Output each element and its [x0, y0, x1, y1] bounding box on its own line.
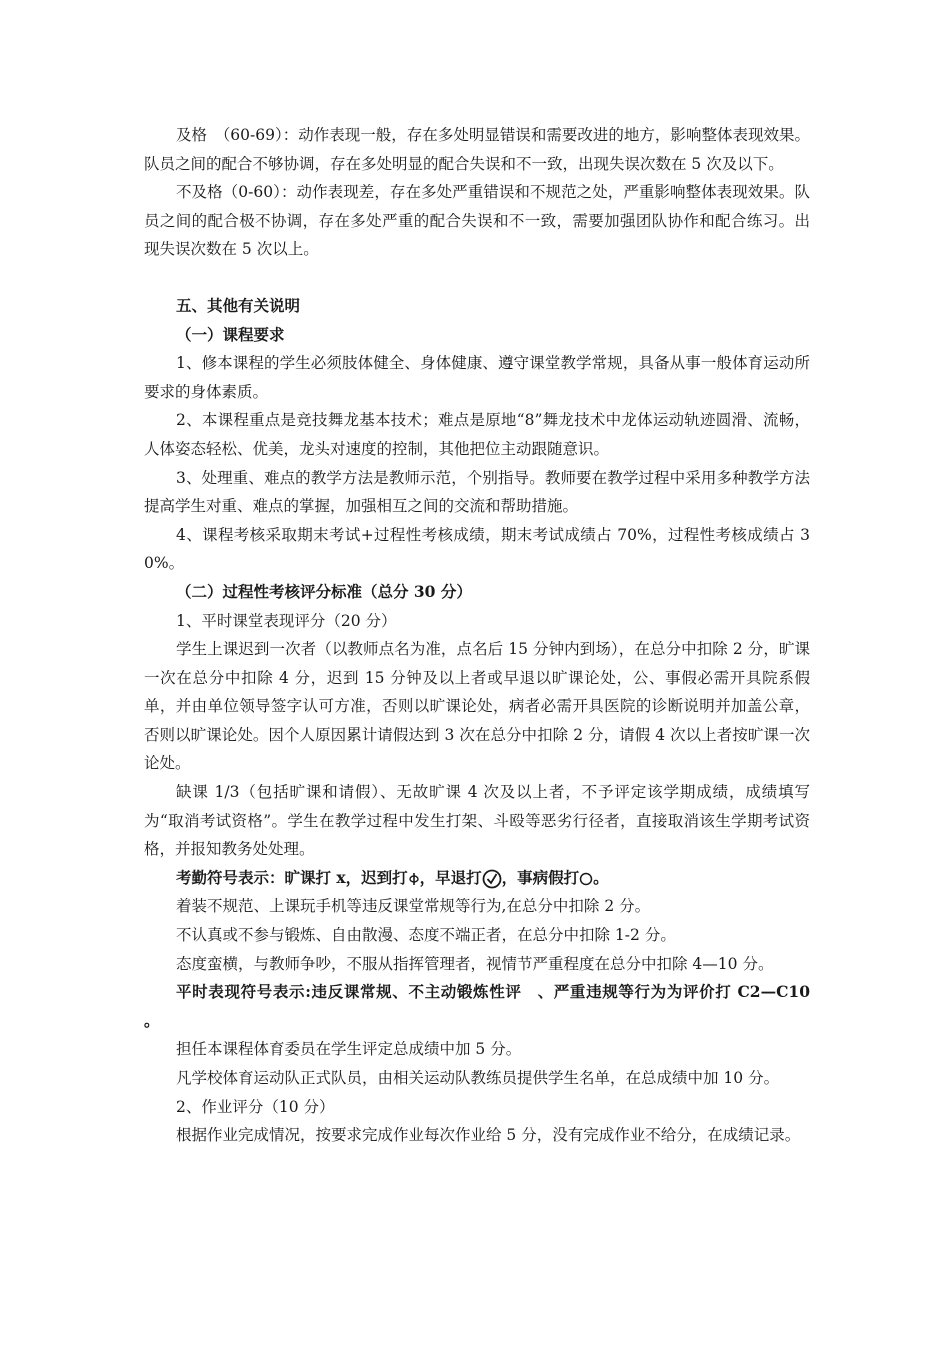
grade-fail-paragraph: 不及格（0-60）：动作表现差，存在多处严重错误和不规范之处，严重影响整体表现效果。队员之间的配合极不协调，存在多处严重的配合失误和不一致，需要加强团队协作和配合练习。出现失误次数在 5 次以上。: [144, 183, 810, 259]
absence-rules: 缺课 1/3（包括旷课和请假）、无故旷课 4 次及以上者，不予评定该学期成绩，成绩填写为“取消考试资格”。学生在教学过程中发生打架、斗殴等恶劣行径者，直接取消该生学期考试资格，并报知教务处处理。: [144, 783, 810, 859]
conduct-rule: 态度蛮横，与教师争吵，不服从指挥管理者，视情节严重程度在总分中扣除 4—10 分。: [176, 954, 774, 973]
item-2-heading: 2、作业评分（10 分）: [176, 1097, 335, 1116]
grade-pass-paragraph: 及格 （60-69）：动作表现一般，存在多处明显错误和需要改进的地方，影响整体表现效果。队员之间的配合不够协调，存在多处明显的配合失误和不一致，出现失误次数在 5 次及以下。: [144, 126, 810, 173]
homework-rules: 根据作业完成情况，按要求完成作业每次作业给 5 分，没有完成作业不给分，在成绩记录。: [176, 1126, 801, 1145]
attitude-rule: 不认真或不参与锻炼、自由散漫、态度不端正者，在总分中扣除 1-2 分。: [176, 926, 676, 945]
sports-monitor-bonus: 担任本课程体育委员在学生评定总成绩中加 5 分。: [176, 1040, 522, 1059]
circle-icon: [579, 872, 593, 886]
circled-check-icon: [482, 869, 502, 889]
requirement-3: 3、处理重、难点的教学方法是教师示范，个别指导。教师要在教学过程中采用多种教学方法提高学生对重、难点的掌握，加强相互之间的交流和帮助措施。: [144, 468, 810, 516]
attendance-text-b: ，早退打: [419, 867, 482, 887]
section-heading: 五、其他有关说明: [176, 295, 301, 315]
performance-symbols-line: 平时表现符号表示:违反课常规、不主动锻炼性评 、严重违规等行为为评价打 C2—C10 。: [144, 982, 826, 1030]
attendance-text-c: ，事病假打: [501, 867, 580, 887]
dress-code-rule: 着装不规范、上课玩手机等违反课堂常规等行为,在总分中扣除 2 分。: [176, 897, 651, 916]
attendance-text-d: 。: [593, 867, 609, 887]
requirement-2: 2、本课程重点是竞技舞龙基本技术；难点是原地“8”舞龙技术中龙体运动轨迹圆滑、流畅，人体姿态轻松、优美，龙头对速度的控制，其他把位主动跟随意识。: [144, 411, 810, 458]
sports-team-bonus: 凡学校体育运动队正式队员，由相关运动队教练员提供学生名单，在总成绩中加 10 分。: [176, 1069, 780, 1087]
circle-plus-icon: [408, 872, 420, 886]
subsection-heading-assessment: （二）过程性考核评分标准（总分 30 分）: [176, 581, 472, 601]
item-1-heading: 1、平时课堂表现评分（20 分）: [176, 611, 397, 630]
requirement-4: 4、课程考核采取期末考试+过程性考核成绩，期末考试成绩占 70%，过程性考核成绩占 30%。: [144, 525, 810, 573]
requirement-1: 1、修本课程的学生必须肢体健全、身体健康、遵守课堂教学常规，具备从事一般体育运动所要求的身体素质。: [144, 354, 810, 401]
attendance-symbols-line: [144, 864, 810, 893]
lateness-rules: 学生上课迟到一次者（以教师点名为准，点名后 15 分钟内到场），在总分中扣除 2 分，旷课一次在总分中扣除 4 分，迟到 15 分钟及以上者或早退以旷课论处，公、事假必需开具院系假单，并由单位领导签字认可方准，否则以旷课论处，病者必需开具医院的诊断说明并加盖公章，否则以旷课论处。因个人原因累计请假达到 3 次在总分中扣除 2 分，请假 4 次以上者按旷课一次论处。: [144, 640, 810, 773]
subsection-heading-requirements: （一）课程要求: [176, 324, 285, 344]
attendance-text-a: 考勤符号表示：旷课打 x，迟到打: [176, 867, 408, 887]
document-page: [144, 121, 826, 1150]
